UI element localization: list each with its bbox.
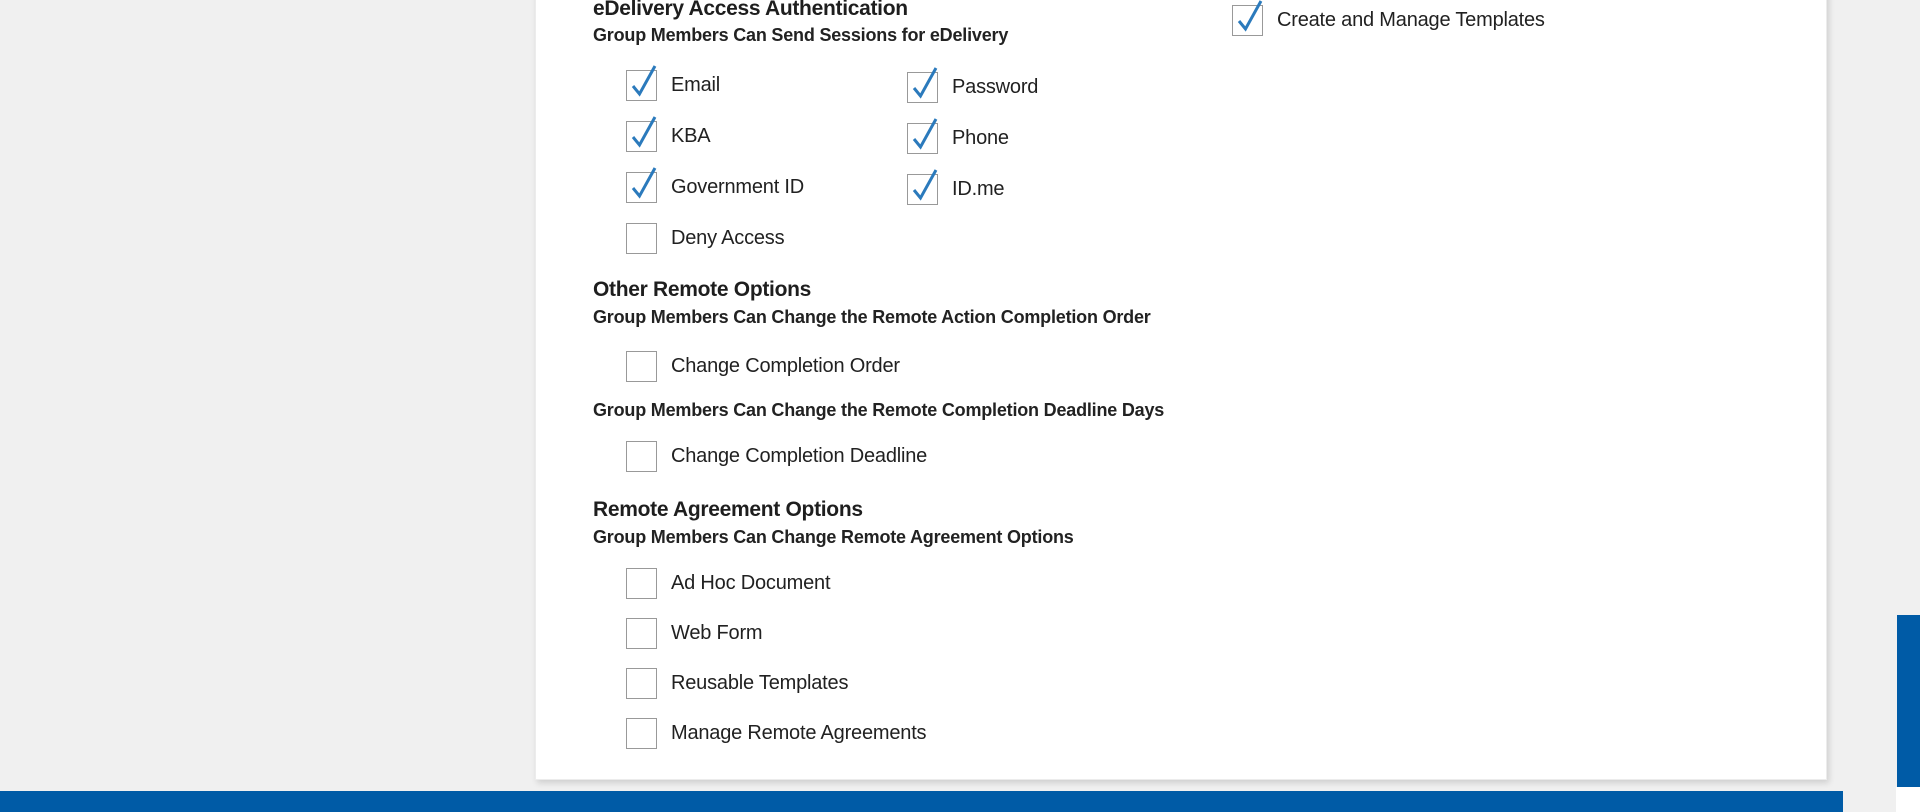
horizontal-scrollbar-thumb[interactable] [0, 791, 1843, 812]
checkbox-label: Manage Remote Agreements [671, 722, 927, 744]
email-checkbox[interactable] [626, 70, 657, 101]
check-icon [909, 166, 939, 204]
change-completion-deadline-checkbox[interactable] [626, 441, 657, 472]
check-icon [909, 115, 939, 153]
checkbox-label: Change Completion Order [671, 355, 900, 377]
reusable-templates-checkbox[interactable] [626, 668, 657, 699]
subheading-change-remote-agreement-options: Group Members Can Change Remote Agreement Options [593, 527, 1074, 547]
subheading-send-sessions-edelivery: Group Members Can Send Sessions for eDelivery [593, 25, 1009, 45]
checkbox-label: Create and Manage Templates [1277, 9, 1545, 31]
web-form-checkbox[interactable] [626, 618, 657, 649]
password-checkbox[interactable] [907, 72, 938, 103]
subheading-change-remote-action-completion-order: Group Members Can Change the Remote Action Completion Order [593, 307, 1151, 327]
check-icon [628, 113, 658, 151]
check-icon [1234, 0, 1264, 35]
checkbox-row-deny-access[interactable] [626, 223, 784, 254]
idme-checkbox[interactable] [907, 174, 938, 205]
checkbox-label: Change Completion Deadline [671, 445, 928, 467]
checkbox-row-change-completion-order[interactable] [626, 351, 900, 382]
checkbox-row-phone[interactable] [907, 123, 1009, 154]
checkbox-row-change-completion-deadline[interactable] [626, 441, 927, 472]
checkbox-label: Password [952, 76, 1039, 98]
checkbox-row-kba[interactable] [626, 121, 710, 152]
ad-hoc-document-checkbox[interactable] [626, 568, 657, 599]
checkbox-label: Reusable Templates [671, 672, 849, 694]
checkbox-row-manage-remote-agreements[interactable] [626, 718, 926, 749]
checkbox-label: Ad Hoc Document [671, 572, 831, 594]
government-id-checkbox[interactable] [626, 172, 657, 203]
checkbox-row-ad-hoc-document[interactable] [626, 568, 830, 599]
checkbox-label: Deny Access [671, 227, 785, 249]
checkbox-row-government-id[interactable] [626, 172, 804, 203]
check-icon [628, 62, 658, 100]
vertical-scrollbar-thumb[interactable] [1897, 615, 1920, 787]
deny-access-checkbox[interactable] [626, 223, 657, 254]
checkbox-label: Web Form [671, 622, 763, 644]
checkbox-row-email[interactable] [626, 70, 720, 101]
phone-checkbox[interactable] [907, 123, 938, 154]
checkbox-label: KBA [671, 125, 711, 147]
checkbox-row-idme[interactable] [907, 174, 1004, 205]
section-heading-edelivery-access-authentication: eDelivery Access Authentication [593, 0, 908, 20]
checkbox-label: ID.me [952, 178, 1005, 200]
permissions-card [535, 0, 1827, 780]
check-icon [909, 64, 939, 102]
change-completion-order-checkbox[interactable] [626, 351, 657, 382]
create-manage-templates-checkbox[interactable] [1232, 5, 1263, 36]
kba-checkbox[interactable] [626, 121, 657, 152]
section-heading-remote-agreement-options: Remote Agreement Options [593, 498, 863, 521]
checkbox-label: Phone [952, 127, 1009, 149]
checkbox-label: Email [671, 74, 721, 96]
checkbox-row-reusable-templates[interactable] [626, 668, 848, 699]
scrollbar-corner [1896, 787, 1920, 812]
checkbox-row-web-form[interactable] [626, 618, 762, 649]
checkbox-row-password[interactable] [907, 72, 1038, 103]
checkbox-row-create-manage-templates[interactable] [1232, 5, 1545, 36]
manage-remote-agreements-checkbox[interactable] [626, 718, 657, 749]
checkbox-label: Government ID [671, 176, 805, 198]
check-icon [628, 164, 658, 202]
section-heading-other-remote-options: Other Remote Options [593, 278, 812, 301]
subheading-change-remote-completion-deadline-days: Group Members Can Change the Remote Completion Deadline Days [593, 400, 1165, 420]
